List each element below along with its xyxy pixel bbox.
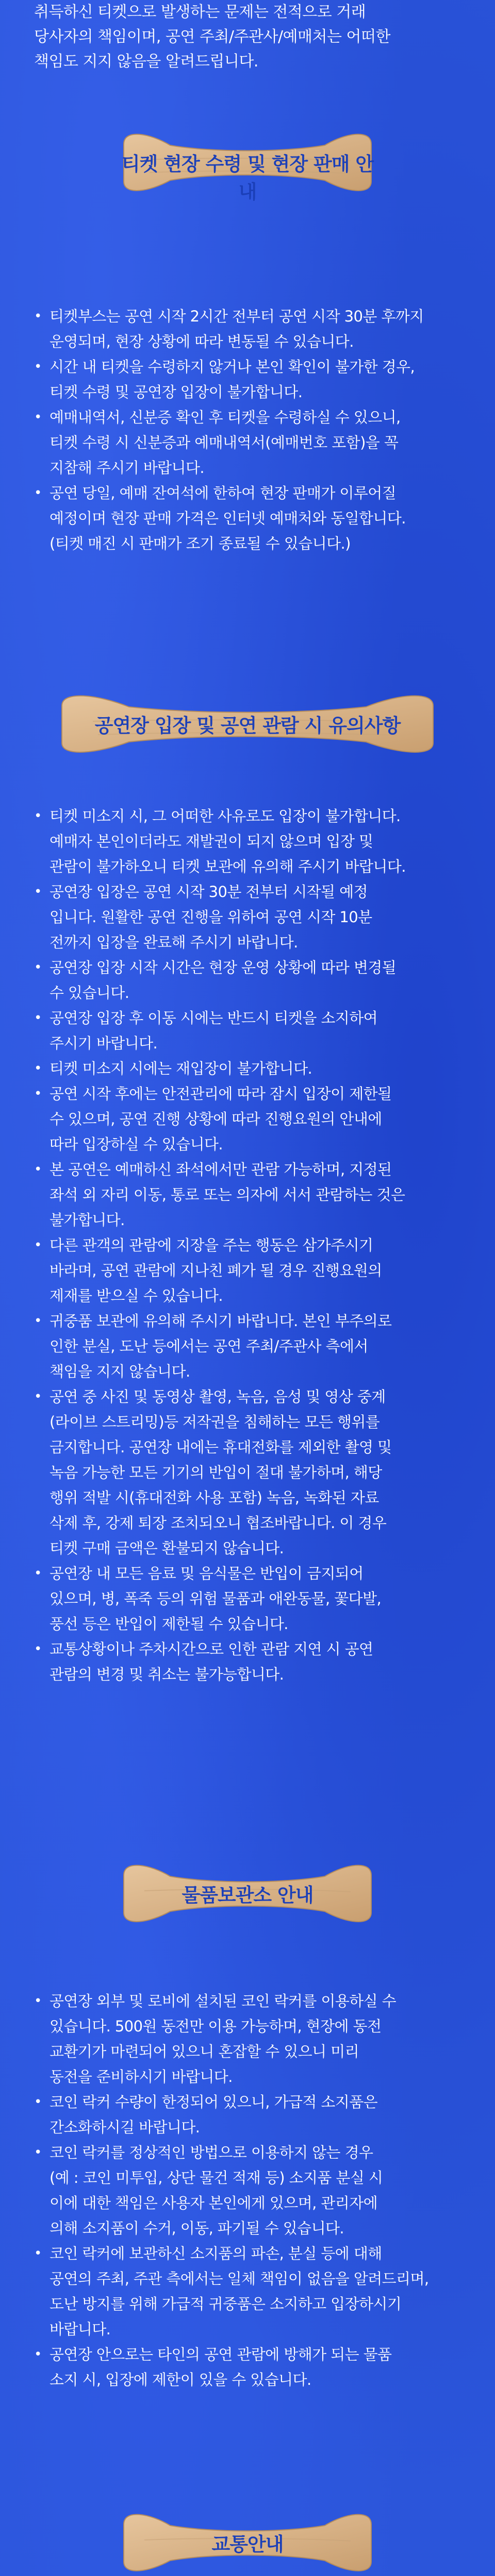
list-item: • 공연장 입장 시작 시간은 현장 운영 상황에 따라 변경될 수 있습니다. xyxy=(30,955,465,1006)
list-item: • 귀중품 보관에 유의해 주시기 바랍니다. 본인 부주의로 인한 분실, 도난 등에서는 공연 주최/주관사 측에서 책임을 지지 않습니다. xyxy=(30,1309,465,1384)
list-item: • 본 공연은 예매하신 좌석에서만 관람 가능하며, 지정된 좌석 외 자리 이동, 통로 또는 의자에 서서 관람하는 것은 불가합니다. xyxy=(30,1157,465,1233)
section-header-transport xyxy=(113,2504,382,2576)
intro-paragraph xyxy=(34,0,462,74)
list-item: • 공연장 입장은 공연 시작 30분 전부터 시작될 예정 입니다. 원활한 공연 진행을 위하여 공연 시작 10분 전까지 입장을 완료해 주시기 바랍니다. xyxy=(30,879,465,955)
list-item: • 예매내역서, 신분증 확인 후 티켓을 수령하실 수 있으니, 티켓 수령 시 신분증과 예매내역서(예매번호 포함)을 꼭 지참해 주시기 바랍니다. xyxy=(30,405,465,481)
section-title: 티켓 현장 수령 및 현장 판매 안내 xyxy=(121,153,374,203)
section-header-storage xyxy=(113,1855,382,1932)
list-item: • 티켓 미소지 시, 그 어떠한 사유로도 입장이 불가합니다. 예매자 본인이더라도 재발권이 되지 않으며 입장 및 관람이 불가하오니 티켓 보관에 유의해 주시기 바랍니다. xyxy=(30,804,465,879)
storage-list xyxy=(30,1989,465,2393)
list-item: • 코인 락커에 보관하신 소지품의 파손, 분실 등에 대해 공연의 주최, 주관 측에서는 일체 책임이 없음을 알려드리며, 도난 방지를 위해 가급적 귀중품은 소지하고 입장하시기 바랍니다. xyxy=(30,2241,465,2342)
list-item: • 교통상황이나 주차시간으로 인한 관람 지연 시 공연 관람의 변경 및 취소는 불가능합니다. xyxy=(30,1637,465,1687)
section-title: 공연장 입장 및 공연 관람 시 유의사항 xyxy=(94,715,401,737)
list-item: • 공연장 외부 및 로비에 설치된 코인 락커를 이용하실 수 있습니다. 500원 동전만 이용 가능하며, 현장에 동전 교환기가 마련되어 있으니 혼잡할 수 있으니 미리 동전을 준비하시기 바랍니다. xyxy=(30,1989,465,2090)
list-item: • 티켓부스는 공연 시작 2시간 전부터 공연 시작 30분 후까지 운영되며, 현장 상황에 따라 변동될 수 있습니다. xyxy=(30,304,465,354)
list-item: • 공연 시작 후에는 안전관리에 따라 잠시 입장이 제한될 수 있으며, 공연 진행 상황에 따라 진행요원의 안내에 따라 입장하실 수 있습니다. xyxy=(30,1081,465,1157)
ticket-pickup-list xyxy=(30,304,465,556)
list-item: • 공연장 안으로는 타인의 공연 관람에 방해가 되는 물품 소지 시, 입장에 제한이 있을 수 있습니다. xyxy=(30,2342,465,2393)
list-item: • 공연 당일, 예매 잔여석에 한하여 현장 판매가 이루어질 예정이며 현장 판매 가격은 인터넷 예매처와 동일합니다. (티켓 매진 시 판매가 조기 종료될 수 있습니다.) xyxy=(30,481,465,556)
list-item: • 공연장 내 모든 음료 및 음식물은 반입이 금지되어 있으며, 병, 폭죽 등의 위험 물품과 애완동물, 꽃다발, 풍선 등은 반입이 제한될 수 있습니다. xyxy=(30,1561,465,1637)
section-title: 교통안내 xyxy=(211,2533,284,2555)
list-item: • 티켓 미소지 시에는 재입장이 불가합니다. xyxy=(30,1056,465,1081)
section-header-ticket-pickup xyxy=(113,124,382,201)
intro-line: 책임도 지지 않음을 알려드립니다. xyxy=(34,53,258,71)
list-item: • 공연장 입장 후 이동 시에는 반드시 티켓을 소지하여 주시기 바랍니다. xyxy=(30,1006,465,1056)
list-item: • 시간 내 티켓을 수령하지 않거나 본인 확인이 불가한 경우, 티켓 수령 및 공연장 입장이 불가합니다. xyxy=(30,354,465,405)
list-item: • 코인 락커 수량이 한정되어 있으니, 가급적 소지품은 간소화하시길 바랍니다. xyxy=(30,2090,465,2140)
list-item: • 코인 락커를 정상적인 방법으로 이용하지 않는 경우 (예 : 코인 미투입, 상단 물건 적재 등) 소지품 분실 시 이에 대한 책임은 사용자 본인에게 있으며, 관리자에 의해 소지품이 수거, 이동, 파기될 수 있습니다. xyxy=(30,2140,465,2241)
section-title: 물품보관소 안내 xyxy=(182,1884,314,1906)
section-header-venue-entry xyxy=(52,685,443,762)
intro-line: 당사자의 책임이며, 공연 주최/주관사/예매처는 어떠한 xyxy=(34,28,390,46)
list-item: • 공연 중 사진 및 동영상 촬영, 녹음, 음성 및 영상 중계 (라이브 스트리밍)등 저작권을 침해하는 모든 행위를 금지합니다. 공연장 내에는 휴대전화를 제외한 촬영 및 녹음 가능한 모든 기기의 반입이 절대 불가하며, 해당 행위 적발 시(휴대전화 사용 포함) 녹음, 녹화된 자료 삭제 후, 강제 퇴장 조치되오니 협조바랍니다. 이 경우 티켓 구매 금액은 환불되지 않습니다. xyxy=(30,1384,465,1561)
intro-line: 취득하신 티켓으로 발생하는 문제는 전적으로 거래 xyxy=(34,3,366,21)
list-item: • 다른 관객의 관람에 지장을 주는 행동은 삼가주시기 바라며, 공연 관람에 지나친 폐가 될 경우 진행요원의 제재를 받으실 수 있습니다. xyxy=(30,1233,465,1309)
venue-entry-list xyxy=(30,804,465,1687)
